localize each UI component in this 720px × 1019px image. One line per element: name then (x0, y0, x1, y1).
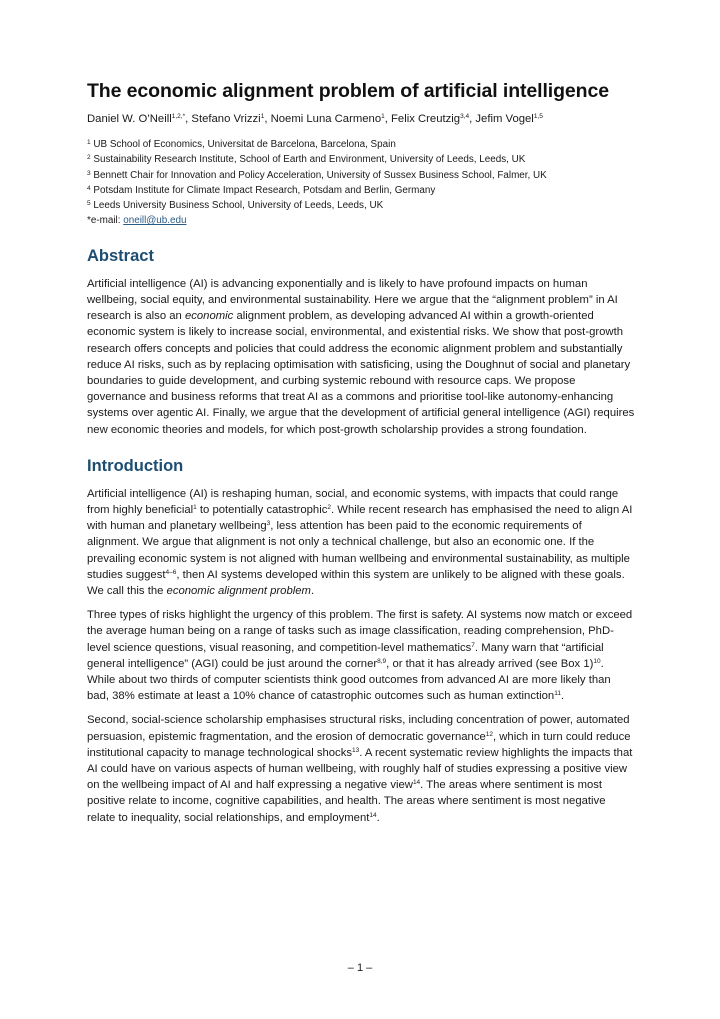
introduction-heading: Introduction (87, 456, 184, 475)
affiliation: $^3$ Bennett Chair for Innovation and Policy Acceleration, University of Sussex Business School, Falmer, UK (87, 169, 547, 181)
citation: 13 (352, 746, 360, 754)
author-list (87, 111, 635, 127)
citation: 8,9 (377, 657, 387, 665)
intro-paragraph-1: Artificial intelligence (AI) is reshaping human, social, and economic systems, with impacts that could range from highly beneficial$^1$ to potentially catastrophic$^2$. While recent research has emphasised the need to align AI with human and planetary wellbeing$^3$, less attention has been paid to the economic requirements of alignment. We argue that alignment is not only a technical challenge, but also an economic one. If the prevailing economic system is not aligned with human wellbeing and environmental sustainability, as multiple studies suggest$^{4-6}$, then AI systems developed within this system are unlikely to be aligned with these goals. We call this the economic alignment problem. (87, 487, 633, 598)
paper-title: The economic alignment problem of artificial intelligence (87, 80, 609, 102)
author: Daniel W. O’Neill$^{1,2,*}$, (87, 113, 192, 125)
citation: 14 (412, 779, 421, 787)
affiliation: $^1$ UB School of Economics, Universitat de Barcelona, Barcelona, Spain (87, 139, 396, 150)
affiliation: $^2$ Sustainability Research Institute, School of Earth and Environment, University of Leeds, Leeds, UK (87, 154, 526, 166)
abstract-paragraph: Artificial intelligence (AI) is advancing exponentially and is likely to have profound impacts on human wellbeing, social equity, and environmental sustainability. Here we argue that the “alignment problem” in AI research is also an economic alignment problem, as developing advanced AI within a growth-oriented economic system is likely to increase social, environmental, and existential risks. We show that post-growth research offers concepts and policies that could address the economic alignment problem and substantially reduce AI risks, such as by replacing optimisation with satisficing, using the Doughnut of social and planetary boundaries to guide development, and curbing systemic rebound with resource caps. We propose governance and business reforms that treat AI as a commons and prioritise tool-like autonomy-enhancing systems over agentic AI. Finally, we argue that the development of artificial general intelligence (AGI) requires new economic theories and models, for which post-growth scholarship provides a strong foundation. (87, 277, 635, 436)
author: Jefim Vogel$^{1,5}$ (475, 113, 543, 125)
author: Stefano Vrizzi$^1$, (191, 113, 271, 125)
author: Felix Creutzig$^{3,4}$, (391, 113, 476, 125)
citation: 3 (266, 520, 271, 528)
citation: 12 (485, 730, 493, 738)
affiliation-list (87, 137, 635, 229)
page-number: – 1 – (347, 962, 373, 974)
intro-paragraph-3: Second, social-science scholarship emphasises structural risks, including concentration of power, automated persuasion, epistemic fragmentation, and the erosion of democratic governance$^{12}$, which in turn could reduce institutional capacity to manage technological shocks$^{13}$. A recent systematic review highlights the impacts that AI could have on various aspects of human wellbeing, with roughly half of studies expressing a positive view on the wellbeing impact of AI and half expressing a negative view$^{14}$. The areas where sentiment is most positive relate to income, cognitive capabilities, and health. The areas where sentiment is most negative relate to inequality, social relationships, and employment$^{14}$. (87, 714, 633, 824)
affiliation: $^5$ Leeds University Business School, University of Leeds, Leeds, UK (87, 200, 384, 212)
author: Noemi Luna Carmeno$^1$, (270, 113, 392, 125)
paper-page (87, 78, 635, 826)
intro-paragraph-2: Three types of risks highlight the urgency of this problem. The first is safety. AI systems now match or exceed the average human being on a range of tasks such as image classification, reading comprehension, PhD-level science questions, visual reasoning, and competition-level mathematics$^7$. Many warn that “artificial general intelligence” (AGI) could be just around the corner$^{8,9}$, or that it has already arrived (see Box 1)$^{10}$. While about two thirds of computer scientists think good outcomes from advanced AI are more likely than bad, 38% estimate at least a 10% chance of catastrophic outcomes such as human extinction$^{11}$. (87, 609, 633, 703)
corresponding-email: *e-mail: oneill@ub.edu (87, 215, 187, 227)
citation: 14 (369, 811, 377, 819)
citation: 10 (593, 657, 601, 665)
citation: 7 (471, 641, 475, 649)
citation: 1 (193, 504, 197, 512)
abstract-heading: Abstract (87, 246, 154, 265)
citation: 11 (554, 690, 561, 698)
email-link[interactable]: oneill@ub.edu (123, 215, 187, 227)
affiliation: $^4$ Potsdam Institute for Climate Impact Research, Potsdam and Berlin, Germany (87, 184, 436, 196)
citation: 4–6 (165, 568, 177, 576)
citation: 2 (327, 504, 331, 512)
